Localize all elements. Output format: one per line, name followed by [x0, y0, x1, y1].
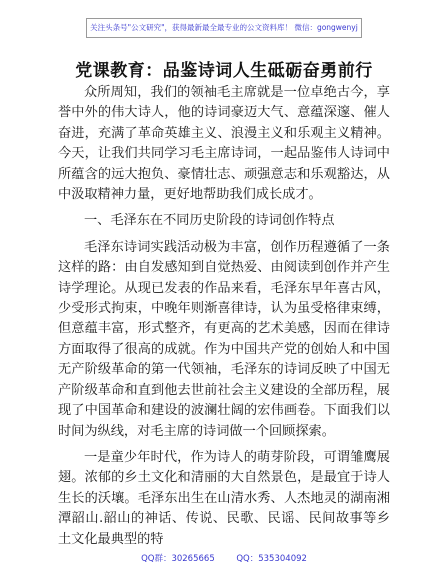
- body-paragraph: 一是童少年时代，作为诗人的萌芽阶段，可谓雏鹰展翅。浓郁的乡土文化和清丽的大自然景色，是最宜于诗人生长的沃壤。毛泽东出生在山清水秀、人杰地灵的湖南湘潭韶山.韶山的神话、传说、民歌、民谣、民间故事等乡土文化最典型的特: [58, 449, 390, 547]
- document-body: [58, 83, 390, 550]
- document-title: 党课教育：品鉴诗词人生砥砺奋勇前行: [75, 61, 373, 81]
- promo-header-box: [86, 18, 362, 38]
- footer-qq: QQ：535304092: [236, 554, 307, 564]
- promo-header-text: 关注头条号"公文研究"，获得最新最全最专业的公文资料库！ 微信：gongwenyj: [90, 23, 358, 32]
- intro-paragraph: 众所周知，我们的领袖毛主席就是一位卓绝古今，享誉中外的伟大诗人，他的诗词豪迈大气、意蕴深邃、催人奋进，充满了革命英雄主义、浪漫主义和乐观主义精神。今天，让我们共同学习毛主席诗词，一起品鉴伟人诗词中所蕴含的远大抱负、豪情壮志、顽强意志和乐观豁达，从中汲取精神力量，更好地帮助我们成长成才。: [58, 85, 390, 203]
- footer-qq-group: QQ群：30265665: [141, 554, 215, 564]
- contact-footer: [0, 552, 448, 564]
- body-paragraph: 毛泽东诗词实践活动极为丰富，创作历程遵循了一条这样的路：由自发感知到自觉热爱、由阅读到创作并产生诗学理论。从现已发表的作品来看，毛泽东早年喜古风，少受形式拘束，中晚年则渐喜律诗，认为虽受格律束缚，但意蕴丰富，形式整齐，有更高的艺术美感，因而在律诗方面取得了很高的成就。作为中国共产党的创始人和中国无产阶级革命的第一代领袖，毛泽东的诗词反映了中国无产阶级革命和直到他去世前社会主义建设的全部历程，展现了中国革命和建设的波澜壮阔的宏伟画卷。下面我们以时间为纵线，对毛主席的诗词做一个回顾探索。: [58, 239, 390, 439]
- section-heading: 一、毛泽东在不同历史阶段的诗词创作特点: [84, 213, 335, 229]
